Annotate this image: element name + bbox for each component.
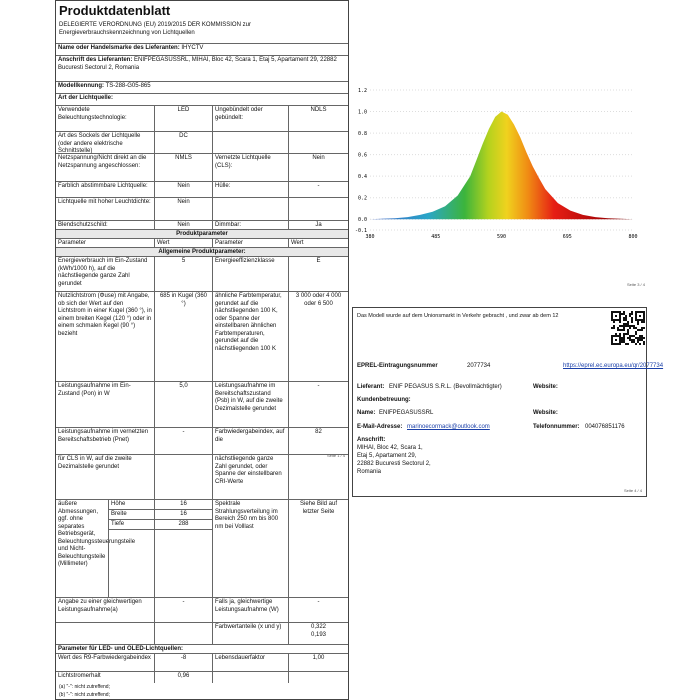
x-tick-label: 695	[562, 234, 572, 240]
type-row-2-c: Vernetzte Lichtquelle (CLS):	[212, 154, 288, 181]
lieferant-value: ENIF PEGASUS S.R.L. (Bevollmächtigter)	[389, 384, 502, 390]
product-params-label: Produktparameter	[176, 231, 228, 237]
type-row-5-b: Nein	[154, 221, 212, 229]
type-row-4-a: Lichtquelle mit hoher Leuchtdichte:	[58, 199, 151, 205]
lightsource-type-label: Art der Lichtquelle:	[58, 95, 114, 101]
supplier-name-label: Name oder Handelsmarke des Lieferanten:	[58, 45, 180, 51]
tel-value: 004076851176	[585, 424, 625, 430]
general-row-1-a: Nutzlichtstrom (Φuse) mit Angabe, ob sich der Wert auf den Lichtstrom in einer Kugel (360 °), in einem breiten Kegel (120 °) oder in einem schmalen Kegel (90 °) bezieht	[58, 293, 152, 337]
spectral-label: Spektrale Strahlungsverteilung im Bereich 250 nm bis 800 nm bei Volllast	[212, 500, 288, 597]
email-label: E-Mail-Adresse:	[357, 424, 403, 430]
led-row-0-d: 1,00	[288, 654, 348, 671]
type-row-3-b: Nein	[154, 182, 212, 197]
name-value: ENIFPEGASUSSRL	[379, 410, 434, 416]
dim-value-2: 288	[155, 520, 212, 530]
type-row-0-a: Verwendete Beleuchtungstechnologie:	[58, 107, 127, 121]
page-number-1: Seite 1 / 4	[326, 453, 345, 458]
dim-label-2: Tiefe	[109, 520, 154, 530]
general-row-0-d: E	[288, 257, 348, 291]
general-row-2-d: -	[288, 382, 348, 427]
type-row-4-b: Nein	[154, 198, 212, 220]
y-tick-label: 0.4	[357, 174, 367, 181]
general-row-3-d: 82	[288, 428, 348, 454]
dim-value-1: 16	[155, 510, 212, 520]
regulation-text: DELEGIERTE VERORDNUNG (EU) 2019/2015 DER KOMMISSION zur Energieverbrauchskennzeichnung von Lichtquellen	[59, 22, 251, 36]
param-header-b: Wert	[154, 239, 212, 247]
info-page-number: Seite 4 / 4	[623, 488, 642, 493]
type-row-0-b: LED	[154, 106, 212, 131]
general-row-3-c: Farbwiedergabeindex, auf die	[212, 428, 288, 454]
general-row-2-b: 5,0	[154, 382, 212, 427]
footnote-a: (a) "-": nicht zutreffend;	[59, 684, 110, 690]
supplier-address-value: ENIFPEGASUSSRL, MIHAI, Bloc 42, Scara 1, Etaj 5, Apartament 29, 22882 Bucuresti Sectorul 2, Romania	[58, 57, 337, 71]
equiv-row-0-d: -	[288, 598, 348, 622]
cont-row-0-c: nächstliegende ganze Zahl gerundet, oder Spanne der einstellbaren CRI-Werte	[212, 455, 288, 499]
spectrum-chart-svg	[350, 80, 700, 290]
website-label: Website:	[533, 384, 558, 390]
y-tick-label: -0.1	[354, 228, 367, 234]
x-tick-label: 485	[431, 234, 441, 240]
general-row-0-a: Energieverbrauch im Ein-Zustand (kWh/1000 h), auf die nächstliegende ganze Zahl gerundet	[58, 258, 148, 287]
spectral-value: Siehe Bild auf letzter Seite	[288, 500, 348, 597]
type-row-1-c	[212, 132, 288, 153]
equiv-row-1-a	[56, 623, 154, 644]
datasheet-page	[55, 0, 349, 700]
y-tick-label: 0.2	[357, 195, 367, 202]
led-row-1-a: Lichtstromerhalt	[58, 673, 101, 679]
general-row-2-c: Leistungsaufnahme im Bereitschaftszustand (Psb) in W, auf die zweite Dezimalstelle gerundet	[212, 382, 288, 427]
type-row-4-c	[212, 198, 288, 220]
chart-page-number: Seite 3 / 4	[626, 282, 645, 287]
supplier-name-value: IHYCTV	[181, 45, 204, 51]
param-header-a: Parameter	[58, 240, 87, 246]
cont-row-0-d	[288, 455, 348, 499]
dim-label-1: Breite	[109, 510, 154, 520]
anschrift-line-2: Etaj 5, Apartament 29,	[357, 453, 417, 459]
type-row-1-d	[288, 132, 348, 153]
led-row-1-b: 0,96	[154, 672, 212, 683]
type-row-0-c: Ungebündelt oder gebündelt:	[212, 106, 288, 131]
anschrift-label: Anschrift:	[357, 437, 386, 443]
spectrum-area	[370, 112, 633, 220]
eprel-number: 2077734	[467, 363, 491, 369]
y-tick-label: 1.0	[357, 109, 367, 116]
general-row-2-a: Leistungsaufnahme im Ein-Zustand (Pon) in W	[58, 383, 131, 397]
equiv-row-1-b	[154, 623, 212, 644]
cont-row-0-a: für CLS in W, auf die zweite Dezimalstelle gerundet	[58, 456, 132, 470]
name-label: Name:	[357, 410, 376, 416]
spectrum-chart	[350, 80, 700, 290]
type-row-2-b: NMLS	[154, 154, 212, 181]
led-row-0-a: Wert des R9-Farbwiedergabeindex	[58, 655, 151, 661]
footnote-b: (b) "-": nicht zutreffend;	[59, 692, 110, 698]
type-row-3-d: -	[288, 182, 348, 197]
type-row-1-a: Art des Sockels der Lichtquelle (oder andere elektrische Schnittstelle)	[58, 133, 141, 154]
type-row-5-a: Blendschutzschild:	[58, 222, 108, 228]
type-row-5-d: Ja	[288, 221, 348, 229]
type-row-4-d	[288, 198, 348, 220]
eprel-link[interactable]: https://eprel.ec.europa.eu/qr/2077734	[563, 363, 664, 369]
lieferant-label: Lieferant:	[357, 384, 385, 390]
email-link[interactable]: marinoecormack@outlook.com	[407, 424, 490, 430]
x-tick-label: 800	[628, 234, 638, 240]
model-label: Modellkennung:	[58, 83, 104, 89]
led-row-1-c	[212, 672, 288, 683]
anschrift-line-3: 22882 Bucuresti Sectorul 2,	[357, 461, 431, 467]
led-row-0-b: -8	[154, 654, 212, 671]
qr-code[interactable]	[611, 311, 645, 345]
general-row-1-b: 685 in Kugel (360 °)	[154, 292, 212, 381]
y-tick-label: 0.6	[357, 152, 367, 159]
model-value: TS-288-G05-865	[105, 83, 151, 89]
dim-label-0: Höhe	[109, 500, 154, 510]
type-row-2-d: Nein	[288, 154, 348, 181]
led-params-label: Parameter für LED- und OLED-Lichtquellen:	[58, 646, 184, 652]
equiv-row-0-a: Angabe zu einer gleichwertigen Leistungsaufnahme(a)	[58, 599, 142, 613]
y-tick-label: 0.0	[357, 217, 367, 224]
general-row-3-b: -	[154, 428, 212, 454]
dim-value-0: 16	[155, 500, 212, 510]
dimensions-label: äußere Abmessungen, ggf. ohne separates Betriebsgerät, Beleuchtungssteuerungsteile und Nicht-Beleuchtungsteile (Millimeter)	[58, 501, 136, 567]
equiv-row-0-b: -	[154, 598, 212, 622]
eprel-label: EPREL-Eintragungsnummer	[357, 363, 438, 369]
anschrift-line-4: Romania	[357, 469, 382, 475]
type-row-3-a: Farblich abstimmbare Lichtquelle:	[58, 183, 148, 189]
type-row-5-c: Dimmbar:	[212, 221, 288, 229]
equiv-row-1-c: Farbwertanteile (x und y)	[212, 623, 288, 644]
y-tick-label: 0.8	[357, 131, 367, 138]
type-row-1-b: DC	[154, 132, 212, 153]
cont-row-0-b	[154, 455, 212, 499]
x-tick-label: 380	[365, 234, 375, 240]
type-row-3-c: Hülle:	[212, 182, 288, 197]
type-row-2-a: Netzspannung/Nicht direkt an die Netzspannung angeschlossen:	[58, 155, 147, 169]
equiv-row-0-c: Falls ja, gleichwertige Leistungsaufnahme (W)	[212, 598, 288, 622]
kunden-label: Kundenbetreuung:	[357, 397, 411, 403]
tel-label: Telefonnummer:	[533, 424, 580, 430]
general-params-label: Allgemeine Produktparameter:	[158, 249, 246, 255]
market-intro: Das Modell wurde auf dem Unionsmarkt in Verkehr gebracht , und zwar ab dem 12	[357, 313, 559, 319]
page-title: Produktdatenblatt	[59, 3, 171, 18]
supplier-address-label: Anschrift des Lieferanten:	[58, 57, 133, 63]
general-row-0-c: Energieeffizienzklasse	[212, 257, 288, 291]
type-row-0-d: NDLS	[288, 106, 348, 131]
website2-label: Website:	[533, 410, 558, 416]
x-tick-label: 590	[496, 234, 507, 240]
info-page	[352, 307, 664, 497]
general-row-1-c: ähnliche Farbtemperatur, gerundet auf die nächstliegenden 100 K, oder Spanne der einstellbaren ähnlichen Farbtemperaturen, gerundet auf die nächstliegenden 100 K	[212, 292, 288, 381]
anschrift-line-1: MIHAI, Bloc 42, Scara 1,	[357, 445, 423, 451]
general-row-1-d: 3 000 oder 4 000 oder 6 500	[288, 292, 348, 381]
led-row-0-c: Lebensdauerfaktor	[212, 654, 288, 671]
param-header-d: Wert	[288, 239, 348, 247]
general-row-3-a: Leistungsaufnahme im vernetzten Bereitschaftsbetrieb (Pnet)	[58, 429, 149, 443]
param-header-c: Parameter	[212, 239, 288, 247]
y-tick-label: 1.2	[357, 88, 367, 94]
led-row-1-d	[288, 672, 348, 683]
equiv-row-1-d: 0,322 0,193	[288, 623, 348, 644]
general-row-0-b: 5	[154, 257, 212, 291]
